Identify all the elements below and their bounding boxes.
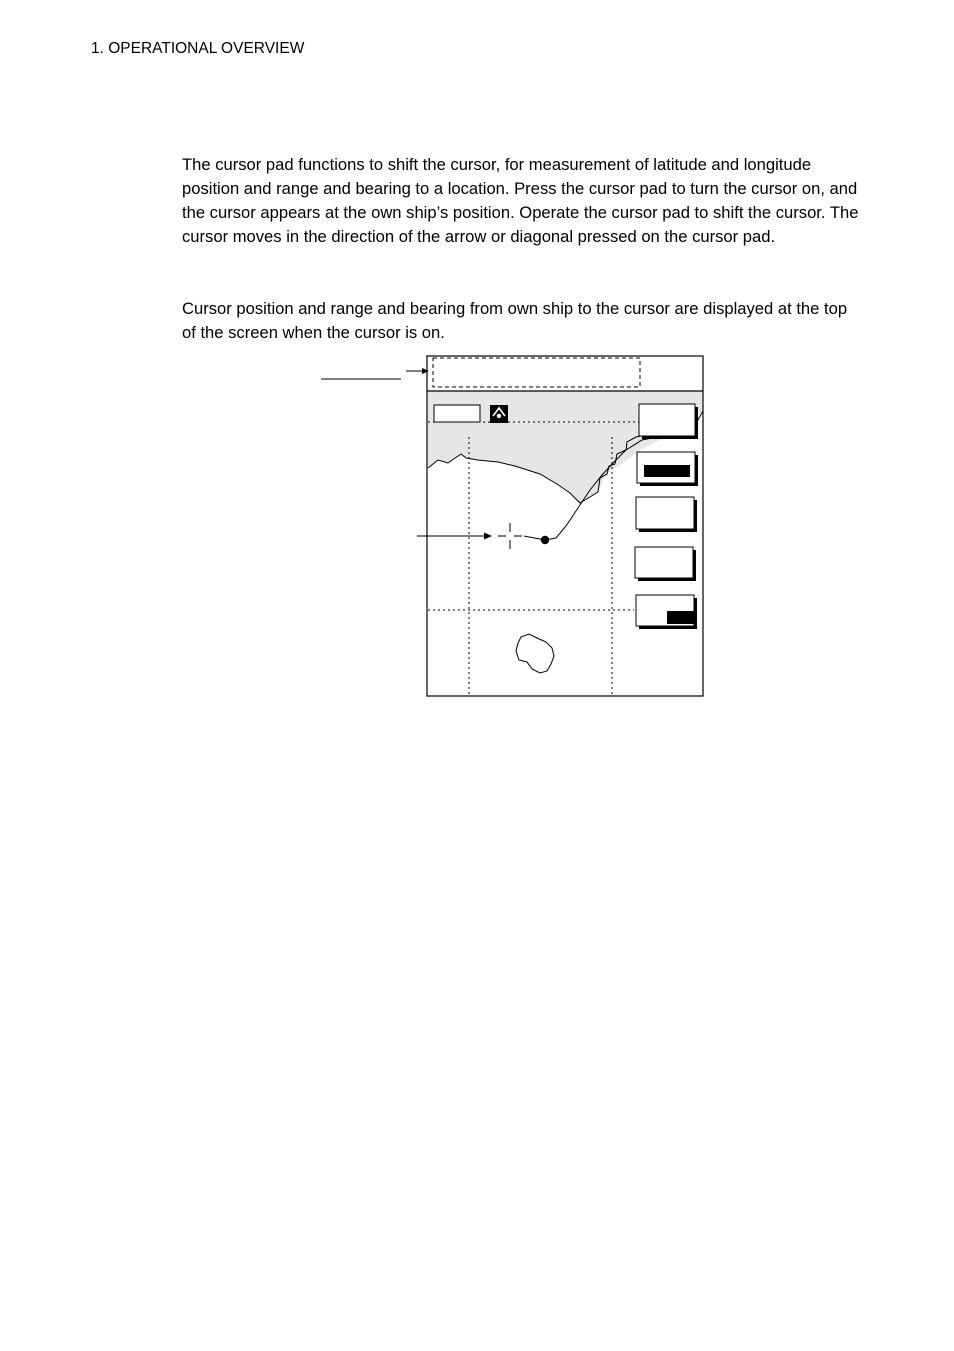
own-ship-icon [541,536,549,544]
soft-key-4 [635,547,696,581]
cursor-readout-box [433,358,640,387]
running-header: 1. OPERATIONAL OVERVIEW [91,40,305,57]
paragraph-cursor-pad: The cursor pad functions to shift the cursor, for measurement of latitude and longitude position and range and bearing to a location. Press the cursor pad to turn the cursor on, and the cursor appears at the own ship’s position. Operate the cursor pad to shift the cursor. The cursor moves in the direction of the arrow or diagonal pressed on the cursor pad. [182,155,859,246]
screen-frame [427,356,703,696]
lat-lon-grid [428,422,640,696]
land-mass [428,391,703,503]
callout-readout [321,368,429,379]
island [516,634,554,673]
cursor-crosshair-icon [498,523,522,549]
north-up-icon [490,405,508,423]
soft-key-5 [636,595,697,629]
range-box [434,405,480,422]
soft-key-2 [637,452,698,486]
coastline [428,435,646,503]
own-ship-track [524,411,703,540]
soft-key-1 [639,404,698,439]
callout-cursor [417,533,492,540]
paragraph-cursor-display: Cursor position and range and bearing from own ship to the cursor are displayed at the top of the screen when the cursor is on. [182,299,848,342]
soft-key-3 [636,497,697,532]
